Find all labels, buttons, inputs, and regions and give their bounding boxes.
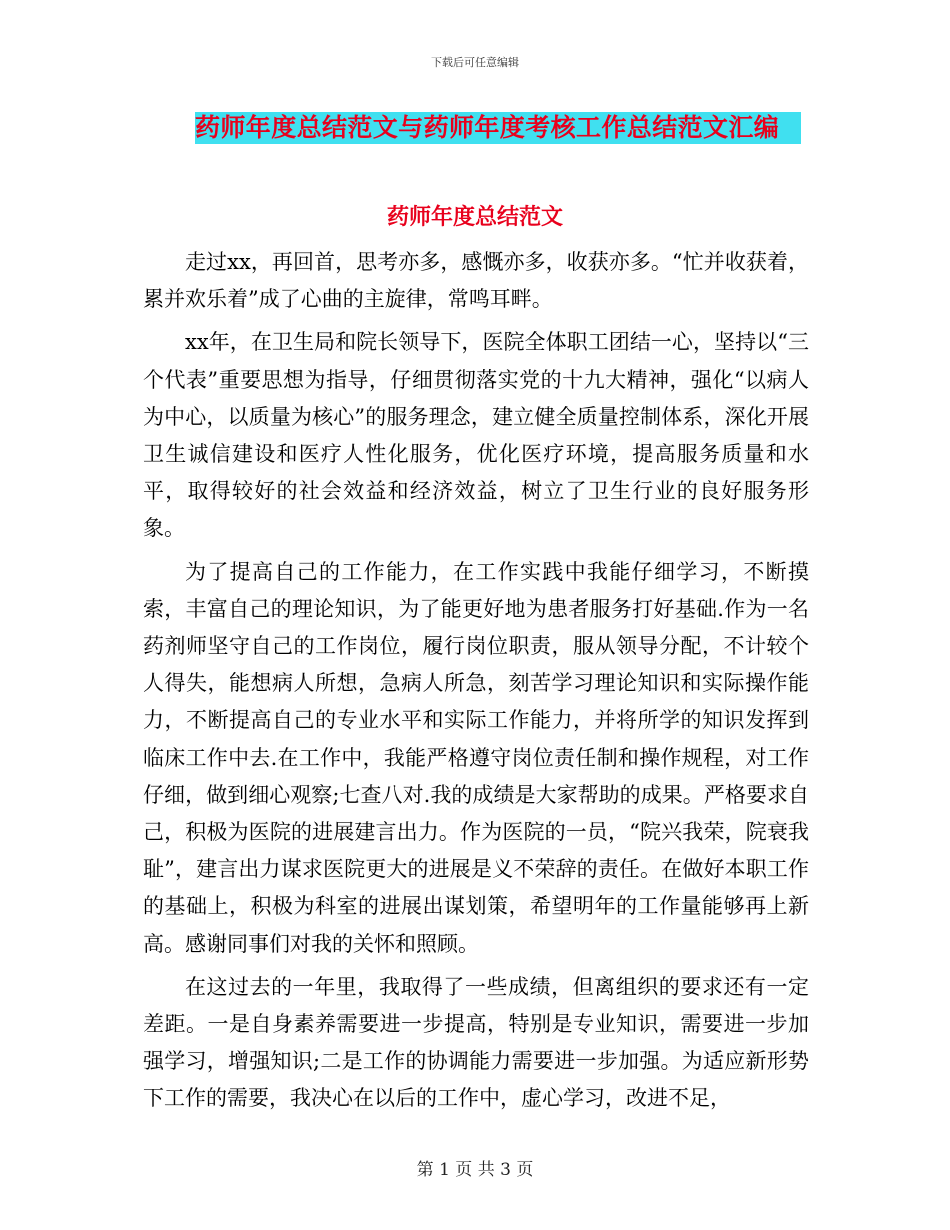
document-title: 药师年度总结范文与药师年度考核工作总结范文汇编 — [195, 112, 801, 144]
section-title: 药师年度总结范文 — [386, 205, 563, 230]
body-paragraph: 走过xx，再回首，思考亦多，感慨亦多，收获亦多。“忙并收获着，累并欢乐着”成了心曲的主旋律，常鸣耳畔。 — [143, 250, 809, 312]
page-header-note: 下载后可任意编辑 — [431, 56, 519, 69]
document-body — [143, 244, 809, 1124]
body-paragraph: 在这过去的一年里，我取得了一些成绩，但离组织的要求还有一定差距。一是自身素养需要进一步提高，特别是专业知识，需要进一步加强学习，增强知识;二是工作的协调能力需要进一步加强。为适应新形势下工作的需要，我决心在以后的工作中，虚心学习，改进不足， — [143, 974, 809, 1111]
body-paragraph: 为了提高自己的工作能力，在工作实践中我能仔细学习，不断摸索，丰富自己的理论知识，为了能更好地为患者服务打好基础.作为一名药剂师坚守自己的工作岗位，履行岗位职责，服从领导分配，不计较个人得失，能想病人所想，急病人所急，刻苦学习理论知识和实际操作能力，不断提高自己的专业水平和实际工作能力，并将所学的知识发挥到临床工作中去.在工作中，我能严格遵守岗位责任制和操作规程，对工作仔细，做到细心观察;七查八对.我的成绩是大家帮助的成果。严格要求自己，积极为医院的进展建言出力。作为医院的一员，“院兴我荣，院衰我耻”，建言出力谋求医院更大的进展是义不荣辞的责任。在做好本职工作的基础上，积极为科室的进展出谋划策，希望明年的工作量能够再上新高。感谢同事们对我的关怀和照顾。 — [143, 559, 809, 956]
body-paragraph: xx年，在卫生局和院长领导下，医院全体职工团结一心，坚持以“三个代表”重要思想为指导，仔细贯彻落实党的十九大精神，强化“以病人为中心，以质量为核心”的服务理念，建立健全质量控制体系，深化开展卫生诚信建设和医疗人性化服务，优化医疗环境，提高服务质量和水平，取得较好的社会效益和经济效益，树立了卫生行业的良好服务形象。 — [143, 330, 809, 541]
page-number-footer: 第 1 页 共 3 页 — [416, 1160, 534, 1180]
